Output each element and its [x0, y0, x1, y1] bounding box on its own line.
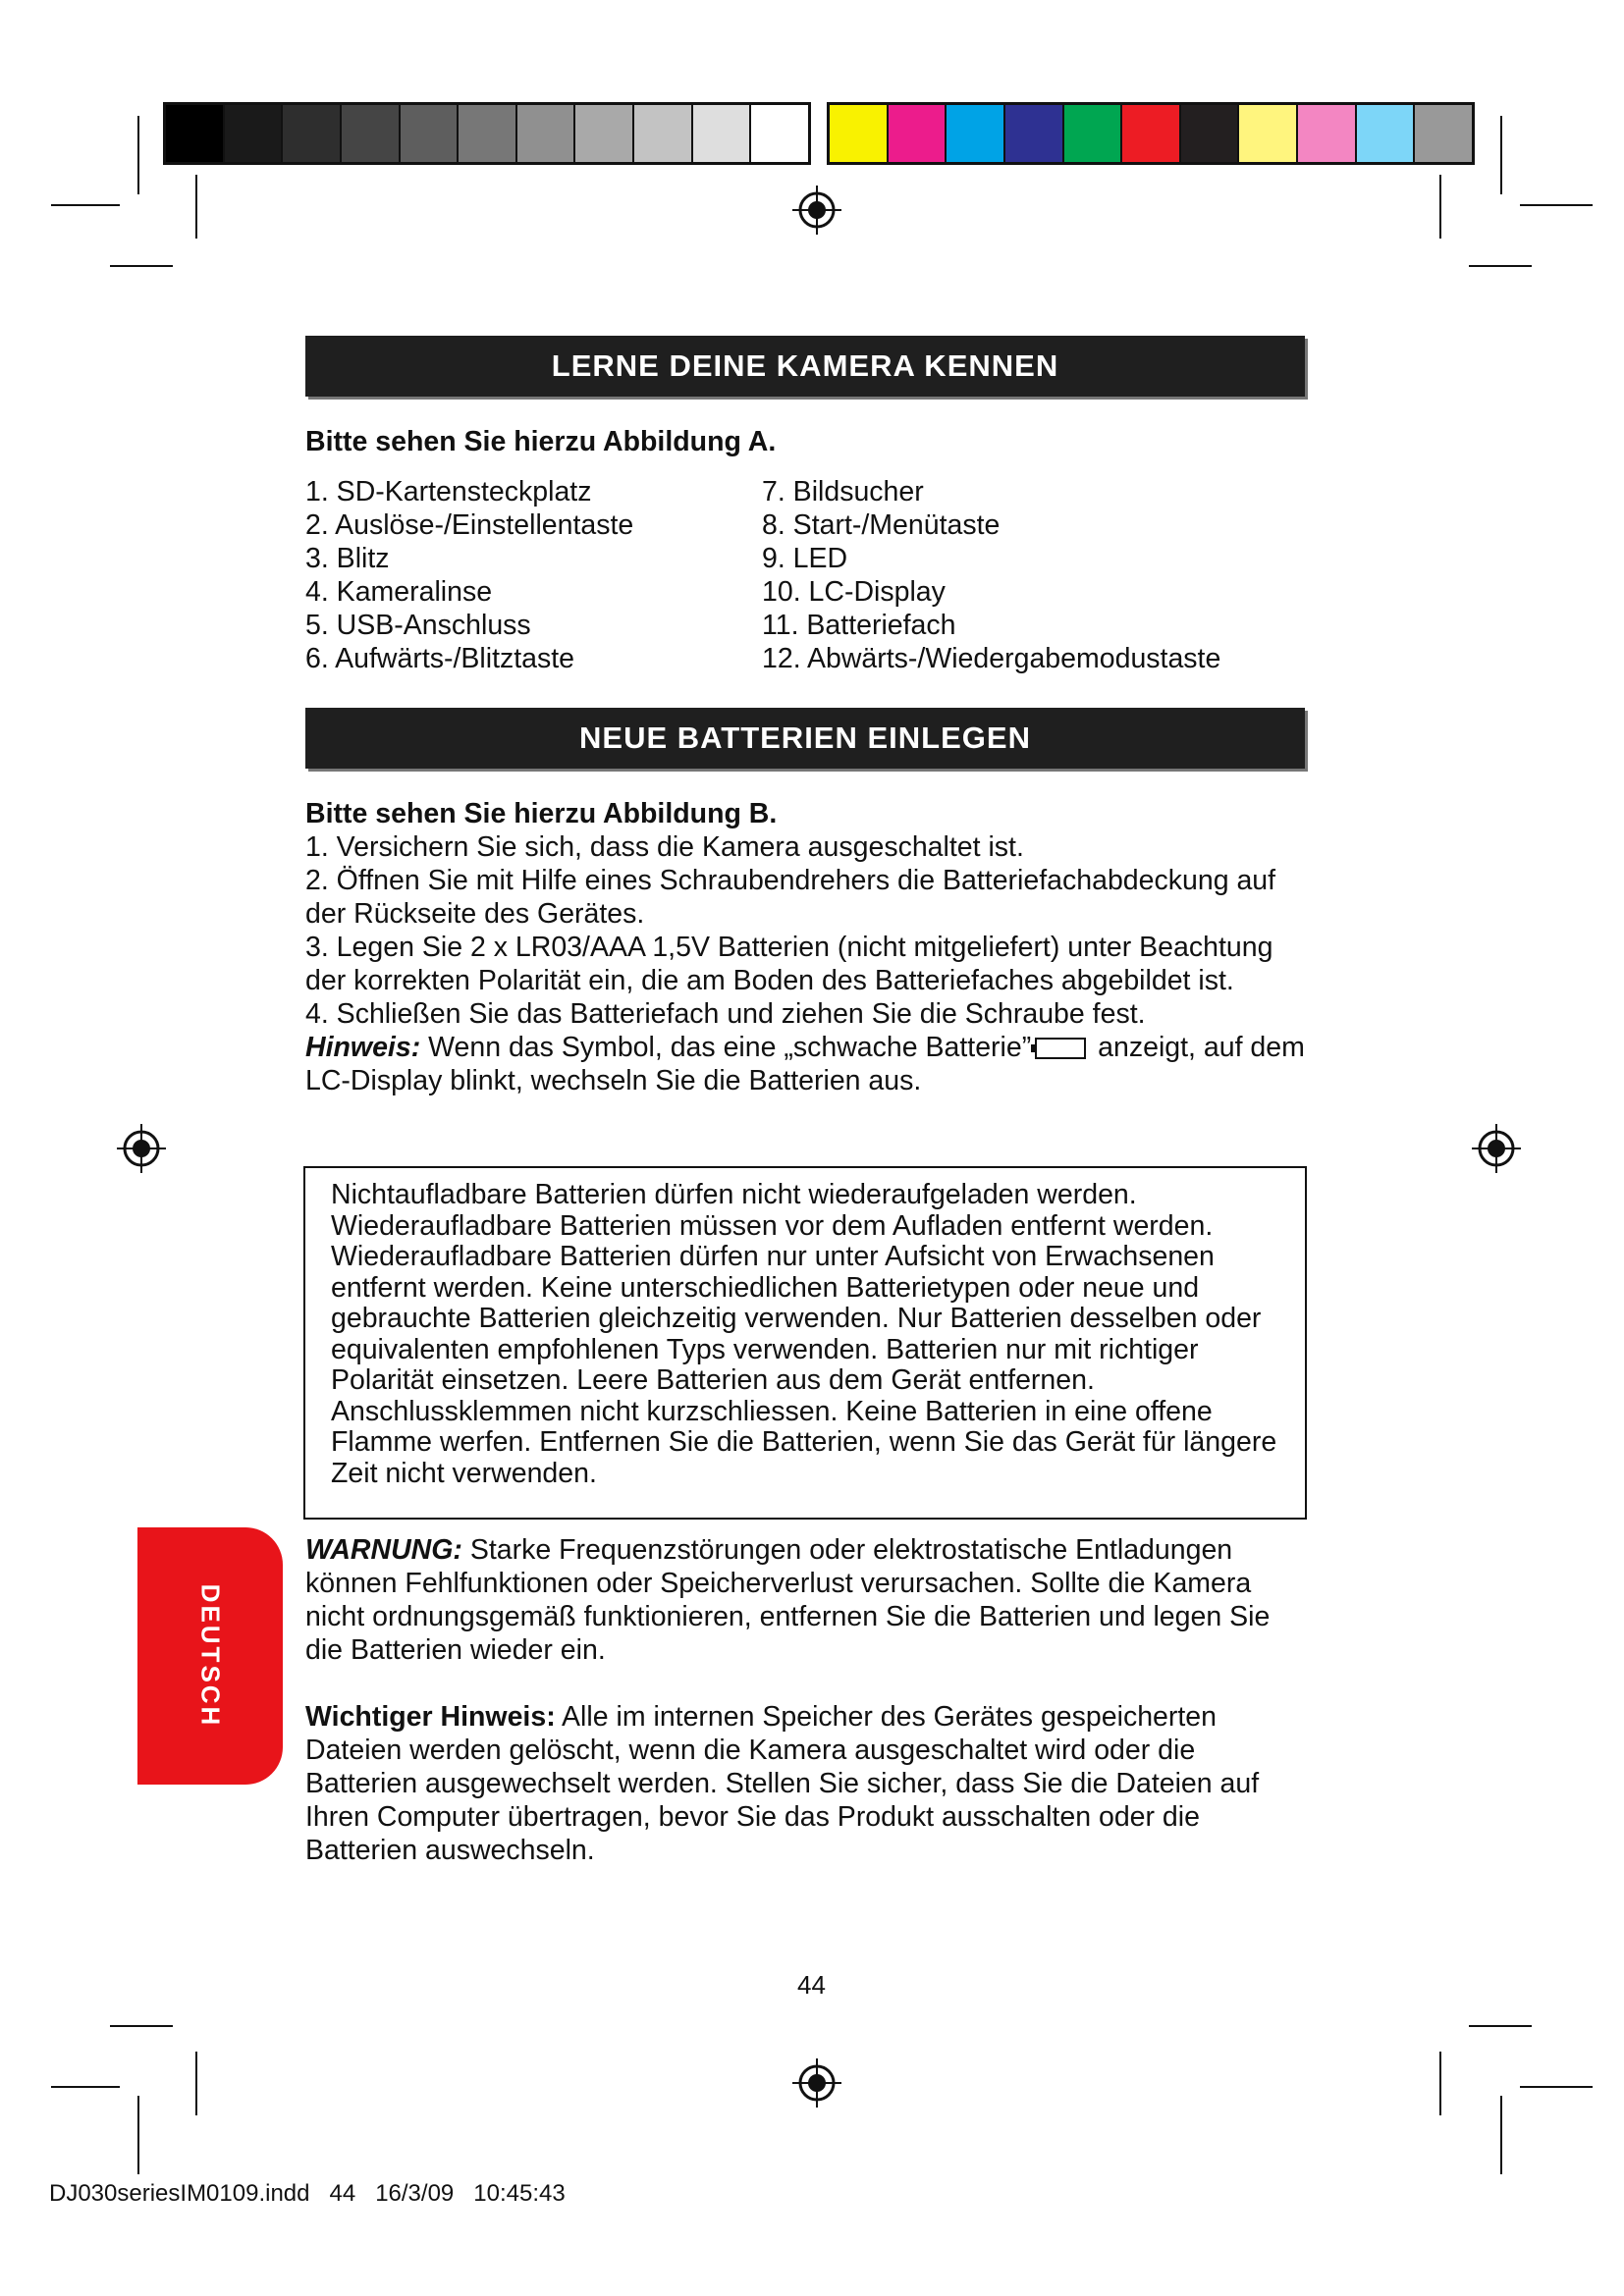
warning-label: WARNUNG: [305, 1534, 462, 1566]
list-item: 9. LED [762, 543, 848, 574]
figure-b-reference: Bitte sehen Sie hierzu Abbildung B. [305, 798, 778, 829]
calibration-swatch [1064, 105, 1123, 162]
calibration-swatch [1005, 105, 1064, 162]
calibration-swatch [575, 105, 634, 162]
list-item: 12. Abwärts-/Wiedergabemodustaste [762, 643, 1221, 674]
step-2: 2. Öffnen Sie mit Hilfe eines Schraubendrehers die Batteriefachabdeckung auf der Rückseite des Gerätes. [305, 865, 1276, 930]
calibration-swatch [166, 105, 225, 162]
calibration-swatch [283, 105, 342, 162]
calibration-swatch [1298, 105, 1357, 162]
language-tab-label: DEUTSCH [195, 1583, 226, 1729]
registration-mark-icon [790, 2056, 843, 2109]
calibration-swatch [342, 105, 401, 162]
calibration-swatch [693, 105, 752, 162]
important-label: Wichtiger Hinweis: [305, 1701, 556, 1733]
step-4: 4. Schließen Sie das Batteriefach und ziehen Sie die Schraube fest. [305, 998, 1146, 1030]
color-calibration-bar [827, 102, 1475, 165]
list-item: 6. Aufwärts-/Blitztaste [305, 643, 575, 674]
crop-mark [1520, 204, 1593, 206]
calibration-swatch [1181, 105, 1240, 162]
section-title-camera: LERNE DEINE KAMERA KENNEN [305, 336, 1305, 397]
calibration-swatch [1415, 105, 1472, 162]
important-text: Alle im internen Speicher des Gerätes gespeicherten Dateien werden gelöscht, wenn die Kamera ausgeschaltet wird oder die Batterien ausgewechselt werden. Stellen Sie sicher, dass Sie die Dateien auf Ihren Computer übertragen, bevor Sie das Produkt ausschalten oder die Batterien auswechseln. [305, 1701, 1260, 1866]
calibration-swatch [225, 105, 284, 162]
crop-mark [1439, 2052, 1441, 2115]
list-item: 8. Start-/Menütaste [762, 509, 1001, 541]
crop-mark [137, 116, 139, 194]
list-item: 5. USB-Anschluss [305, 610, 531, 641]
crop-mark [1520, 2086, 1593, 2088]
figure-a-reference: Bitte sehen Sie hierzu Abbildung A. [305, 426, 777, 457]
list-item: 2. Auslöse-/Einstellentaste [305, 509, 634, 541]
step-1: 1. Versichern Sie sich, dass die Kamera ausgeschaltet ist. [305, 831, 1024, 863]
crop-mark [51, 204, 120, 206]
crop-mark [195, 175, 197, 239]
hint-text-start: Wenn das Symbol, das eine „schwache Batterie” [420, 1032, 1032, 1063]
crop-mark [137, 2096, 139, 2174]
calibration-swatch [517, 105, 576, 162]
crop-mark [1500, 116, 1502, 194]
page-number: 44 [797, 1970, 826, 2000]
battery-safety-notice: Nichtaufladbare Batterien dürfen nicht wiederaufgeladen werden. Wiederaufladbare Batterien müssen vor dem Aufladen entfernt werden. Wiederaufladbare Batterien dürfen nur unter Aufsicht von Erwachsenen entfernt werden. Keine unterschiedlichen Batterietypen oder neue und gebrauchte Batterien gleichzeitig verwenden. Nur Batterien desselben oder equivalenten empfohlenen Typs verwenden. Batterien nur mit richtiger Polarität einsetzen. Leere Batterien aus dem Gerät entfernen. Anschlussklemmen nicht kurzschliessen. Keine Batterien in eine offene Flamme werfen. Entfernen Sie die Batterien, wenn Sie das Gerät für längere Zeit nicht verwenden. [303, 1166, 1307, 1520]
crop-mark [1500, 2096, 1502, 2174]
hint-text-end: anzeigt, auf dem LC-Display blinkt, wechseln Sie die Batterien aus. [305, 1032, 1305, 1096]
low-battery-icon [1035, 1038, 1086, 1059]
calibration-swatch [751, 105, 808, 162]
crop-mark [1469, 2025, 1532, 2027]
list-item: 4. Kameralinse [305, 576, 493, 608]
calibration-swatch [459, 105, 517, 162]
calibration-swatch [947, 105, 1005, 162]
list-item: 11. Batteriefach [762, 610, 956, 641]
calibration-swatch [1122, 105, 1181, 162]
hint-label: Hinweis: [305, 1032, 421, 1063]
section-title-batteries: NEUE BATTERIEN EINLEGEN [305, 708, 1305, 769]
list-item: 1. SD-Kartensteckplatz [305, 476, 592, 507]
crop-mark [195, 2052, 197, 2115]
calibration-swatch [634, 105, 693, 162]
registration-mark-icon [115, 1122, 168, 1175]
crop-mark [1439, 175, 1441, 239]
warning-text: Starke Frequenzstörungen oder elektrostatische Entladungen können Fehlfunktionen oder Speicherverlust verursachen. Sollte die Kamera nicht ordnungsgemäß funktionieren, entfernen Sie die Batterien und legen Sie die Batterien wieder ein. [305, 1534, 1271, 1666]
parts-list-left [305, 475, 633, 675]
crop-mark [110, 2025, 173, 2027]
list-item: 3. Blitz [305, 543, 390, 574]
list-item: 7. Bildsucher [762, 476, 924, 507]
calibration-swatch [1357, 105, 1416, 162]
important-note-paragraph [305, 1700, 1307, 1867]
crop-mark [51, 2086, 120, 2088]
calibration-swatch [830, 105, 889, 162]
registration-mark-icon [790, 184, 843, 237]
grayscale-calibration-bar [163, 102, 811, 165]
calibration-swatch [1239, 105, 1298, 162]
crop-mark [1469, 265, 1532, 267]
hint [305, 1031, 1307, 1097]
calibration-swatch [401, 105, 460, 162]
battery-install-steps [305, 797, 1307, 1097]
calibration-swatch [889, 105, 947, 162]
registration-mark-icon [1470, 1122, 1523, 1175]
print-slug: DJ030seriesIM0109.indd 44 16/3/09 10:45:43 [49, 2180, 566, 2207]
parts-list-right [762, 475, 1220, 675]
language-tab [137, 1527, 283, 1785]
crop-mark [110, 265, 173, 267]
warning-paragraph [305, 1533, 1307, 1667]
step-3: 3. Legen Sie 2 x LR03/AAA 1,5V Batterien (nicht mitgeliefert) unter Beachtung der korrekten Polarität ein, die am Boden des Batteriefaches abgebildet ist. [305, 932, 1273, 996]
list-item: 10. LC-Display [762, 576, 946, 608]
